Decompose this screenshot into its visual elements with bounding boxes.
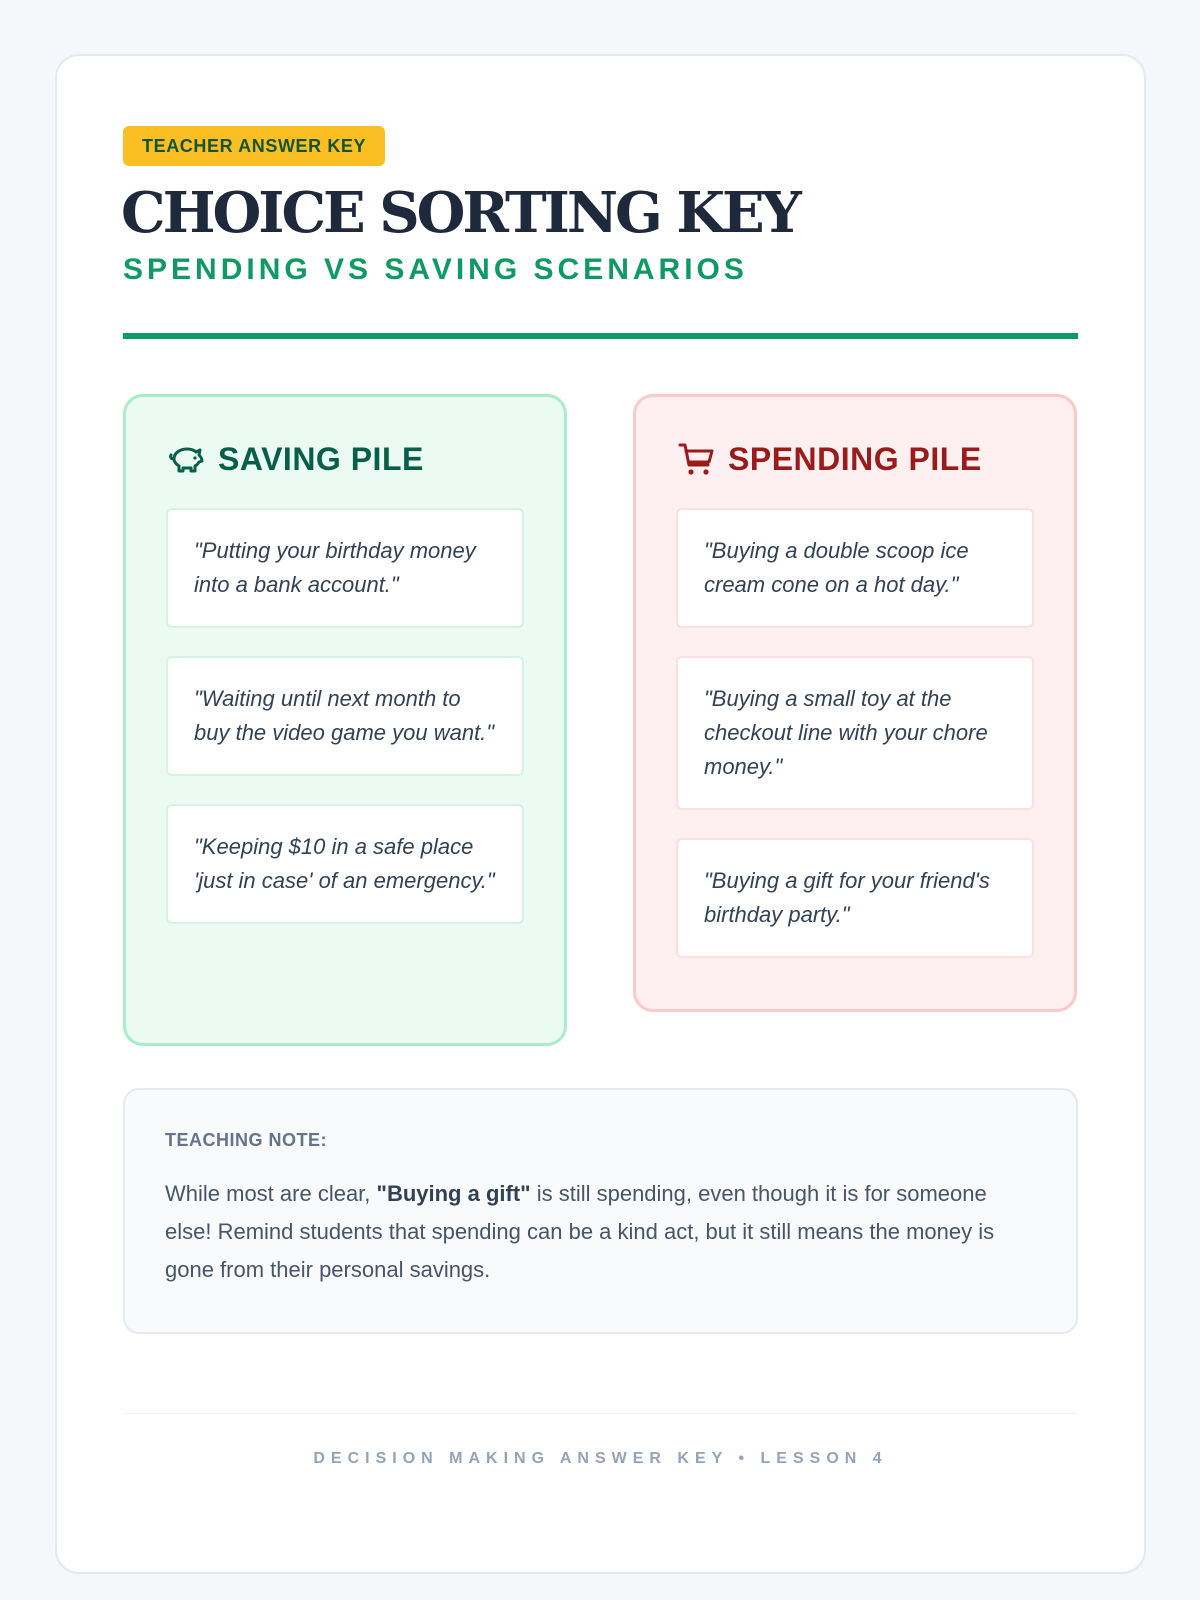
teaching-note-text: While most are clear, (165, 1181, 377, 1206)
page-title: CHOICE SORTING KEY (121, 180, 799, 246)
teaching-note-emphasis: "Buying a gift" (376, 1181, 531, 1206)
saving-pile (123, 394, 567, 1046)
saving-card: "Putting your birthday money into a bank account." (166, 508, 524, 628)
spending-pile-header (676, 435, 1034, 483)
teaching-note-title: TEACHING NOTE: (165, 1130, 327, 1150)
answer-key-page (55, 54, 1146, 1574)
spending-card: "Buying a double scoop ice cream cone on a hot day." (676, 508, 1034, 628)
page-footer: DECISION MAKING ANSWER KEY • LESSON 4 (313, 1450, 888, 1467)
spending-card: "Buying a small toy at the checkout line with your chore money." (676, 656, 1034, 810)
teacher-answer-key-badge: TEACHER ANSWER KEY (123, 126, 385, 166)
footer-divider (123, 1413, 1078, 1414)
spending-pile-label: SPENDING PILE (728, 440, 982, 477)
piggy-bank-icon (166, 439, 206, 479)
saving-card: "Keeping $10 in a safe place 'just in case' of an emergency." (166, 804, 524, 924)
saving-card: "Waiting until next month to buy the video game you want." (166, 656, 524, 776)
shopping-cart-icon (676, 439, 716, 479)
teaching-note-body (165, 1175, 1036, 1289)
saving-pile-label: SAVING PILE (218, 440, 424, 477)
spending-card: "Buying a gift for your friend's birthday party." (676, 838, 1034, 958)
page-subtitle: SPENDING VS SAVING SCENARIOS (123, 253, 748, 286)
teaching-note-text: is still spending, even though it is for someone else! Remind students that spending can be a kind act, but it still means the money is gone from their personal savings. (165, 1181, 995, 1282)
spending-pile (633, 394, 1077, 1012)
title-divider (123, 333, 1078, 339)
teaching-note (123, 1088, 1078, 1334)
saving-pile-header (166, 435, 524, 483)
